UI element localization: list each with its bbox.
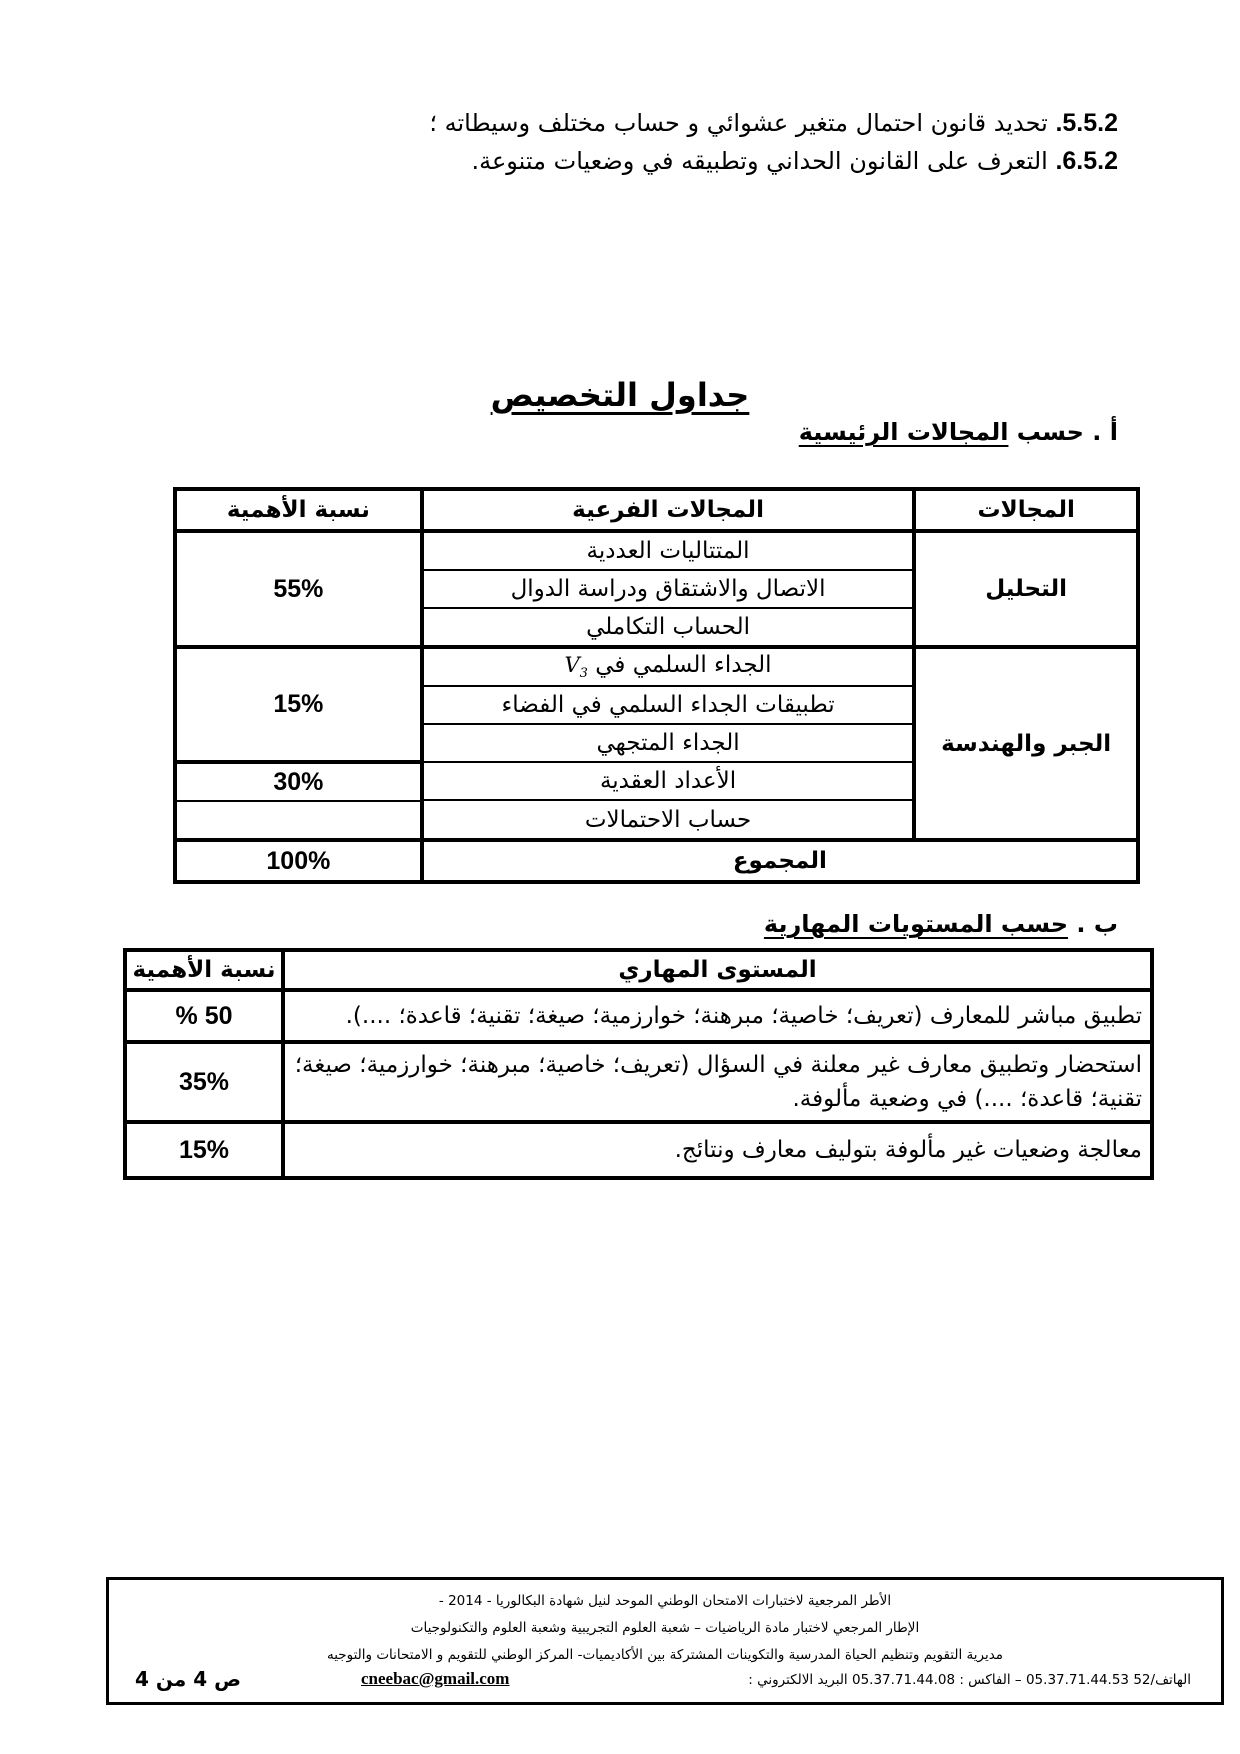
footer-contact: الهاتف/52 05.37.71.44.53 – الفاكس : 05.37.71.44.08 البريد الالكتروني :	[748, 1672, 1191, 1688]
domain-analysis: التحليل	[914, 531, 1138, 647]
subdomain-cell: حساب الاحتمالات	[422, 800, 915, 840]
page-title-text: جداول التخصيص	[490, 376, 750, 414]
header-domain: المجالات	[914, 489, 1138, 531]
objective-number: 6.5.2.	[1055, 147, 1118, 175]
weight-cell: 15%	[125, 1122, 283, 1178]
subdomain-cell: الحساب التكاملي	[422, 608, 915, 647]
domain-algebra: الجبر والهندسة	[914, 647, 1138, 840]
table-row	[175, 531, 1138, 570]
table-header-row	[175, 489, 1138, 531]
subdomain-cell	[422, 647, 915, 686]
total-value: 100%	[175, 840, 422, 882]
footer-line-2: الإطار المرجعي لاختبار مادة الرياضيات – شعبة العلوم التجريبية وشعبة العلوم والتكنولوجيات	[410, 1620, 920, 1636]
subdomain-cell: الجداء المتجهي	[422, 724, 915, 762]
objective-text: تحديد قانون احتمال متغير عشوائي و حساب مختلف وسيطاته ؛	[429, 109, 1048, 137]
header-weight: نسبة الأهمية	[175, 489, 422, 531]
table-row	[125, 1122, 1152, 1178]
section-a-heading	[799, 418, 1118, 446]
header-subdomain: المجالات الفرعية	[422, 489, 915, 531]
skills-table	[123, 948, 1154, 1180]
section-b-heading	[764, 910, 1118, 938]
objective-item	[118, 104, 1118, 142]
footer-contact-line	[131, 1667, 1191, 1700]
weight-cell: 35%	[125, 1042, 283, 1122]
subdomain-cell: الاتصال والاشتقاق ودراسة الدوال	[422, 570, 915, 608]
section-a-title: المجالات الرئيسية	[798, 418, 1009, 446]
table-header-row	[125, 950, 1152, 990]
objective-text: التعرف على القانون الحداني وتطبيقه في وضعيات متنوعة.	[471, 147, 1048, 175]
total-label: المجموع	[422, 840, 1138, 882]
weight-algebra-2-value: 30%	[175, 764, 422, 802]
footer-email-link[interactable]: cneebac@gmail.com	[361, 1669, 510, 1688]
section-a-prefix: أ . حسب	[1008, 418, 1118, 446]
page-number: ص 4 من 4	[135, 1667, 242, 1691]
page-title	[0, 376, 1240, 414]
table-row	[125, 1042, 1152, 1122]
page-footer	[106, 1577, 1224, 1705]
subdomain-text: الجداء السلمي في	[595, 652, 772, 679]
weight-analysis: 55%	[175, 531, 422, 647]
footer-line-1: الأطر المرجعية لاختبارات الامتحان الوطني الموحد لنيل شهادة البكالوريا - 2014 -	[438, 1593, 892, 1609]
header-weight: نسبة الأهمية	[125, 950, 283, 990]
header-level: المستوى المهاري	[283, 950, 1152, 990]
weight-algebra-1: 15%	[175, 647, 422, 762]
section-b-title: حسب المستويات المهارية	[763, 910, 1069, 938]
level-cell: تطبيق مباشر للمعارف (تعريف؛ خاصية؛ مبرهنة؛ خوارزمية؛ صيغة؛ تقنية؛ قاعدة؛ ....).	[283, 990, 1152, 1042]
level-cell: معالجة وضعيات غير مألوفة بتوليف معارف ونتائج.	[283, 1122, 1152, 1178]
objective-number: 5.5.2.	[1055, 109, 1118, 137]
subdomain-cell: المتتاليات العددية	[422, 531, 915, 570]
footer-line-3: مديرية التقويم وتنظيم الحياة المدرسية والتكوينات المشتركة بين الأكاديميات- المركز الوطني للتقويم و الامتحانات والتوجيه	[326, 1647, 1004, 1663]
objectives-list	[118, 104, 1118, 180]
domains-table	[173, 487, 1140, 884]
v3-letter: V	[564, 653, 580, 678]
subdomain-cell: الأعداد العقدية	[422, 762, 915, 800]
section-b-prefix: ب .	[1068, 910, 1118, 938]
total-row	[175, 840, 1138, 882]
weight-algebra-2	[175, 762, 422, 840]
objective-item	[118, 142, 1118, 180]
subdomain-cell: تطبيقات الجداء السلمي في الفضاء	[422, 686, 915, 724]
table-row	[125, 990, 1152, 1042]
v3-index: 3	[579, 666, 588, 682]
weight-cell: 50 %	[125, 990, 283, 1042]
level-cell: استحضار وتطبيق معارف غير معلنة في السؤال (تعريف؛ خاصية؛ مبرهنة؛ خوارزمية؛ صيغة؛ تقنية؛ قاعدة؛ ....) في وضعية مألوفة.	[283, 1042, 1152, 1122]
v3-symbol	[564, 653, 588, 682]
table-row	[175, 647, 1138, 686]
